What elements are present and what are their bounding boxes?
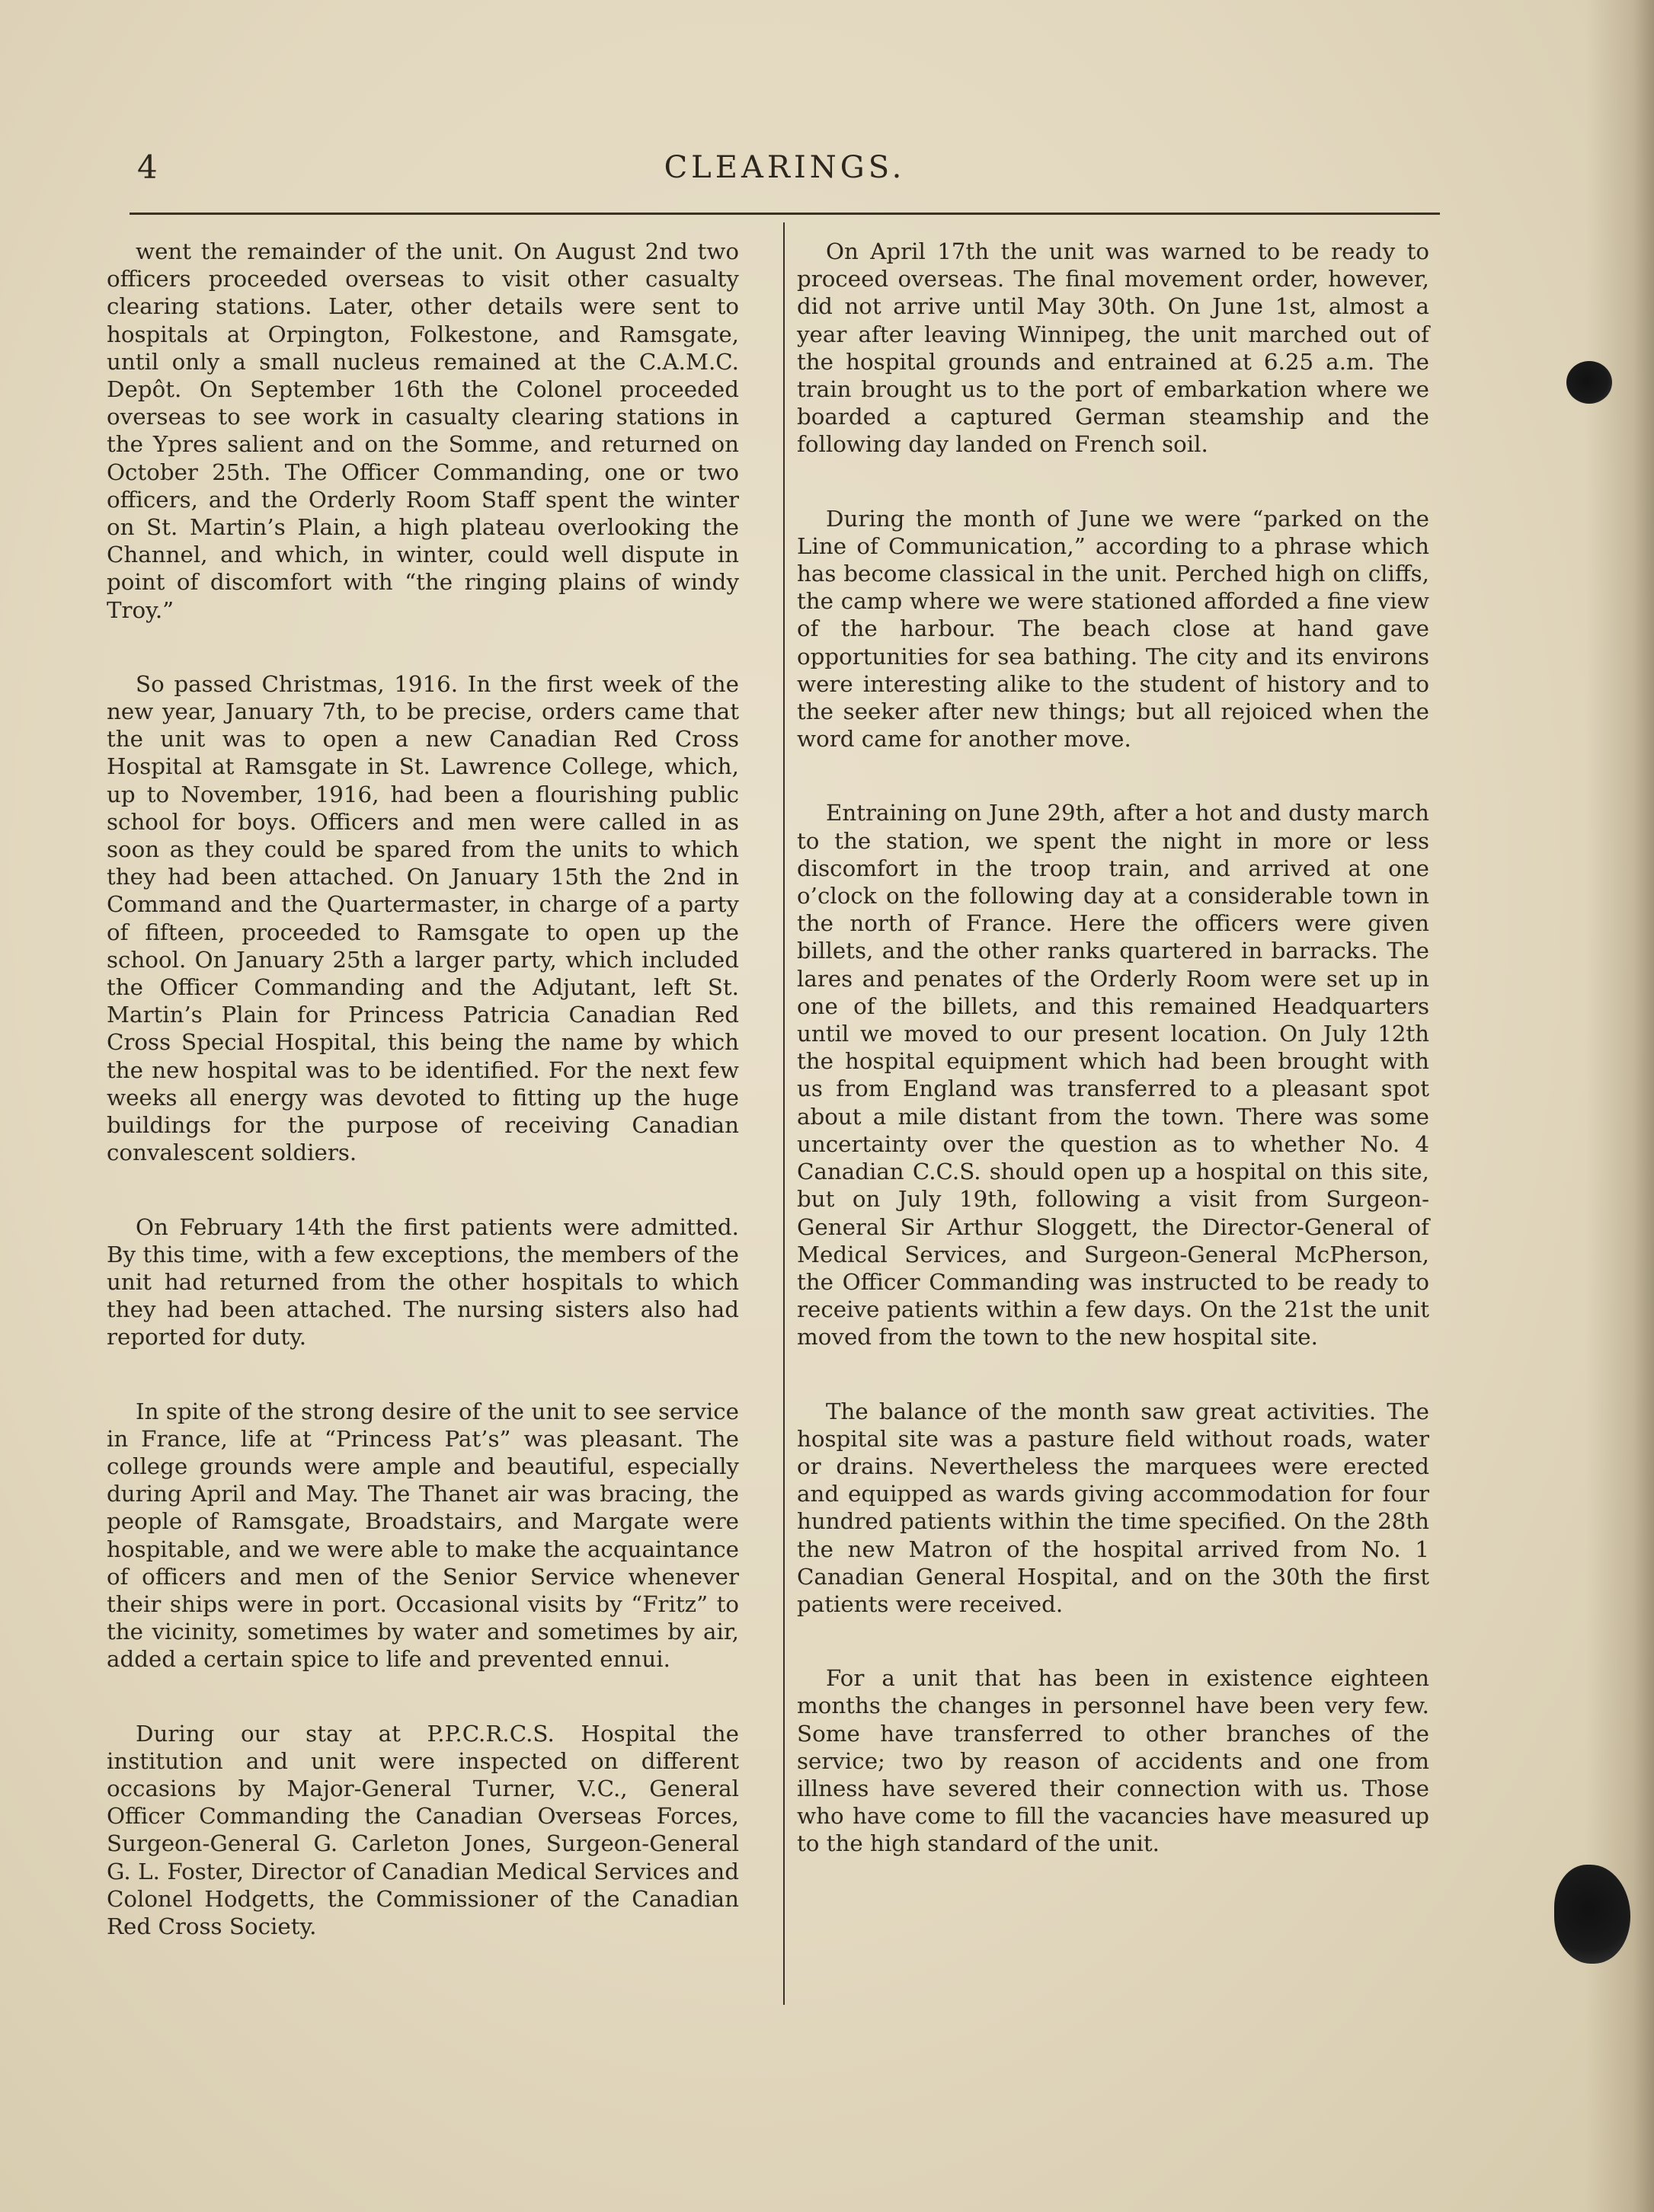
right-column xyxy=(797,238,1429,1858)
punch-hole-bottom xyxy=(1554,1865,1630,1964)
paragraph: On April 17th the unit was warned to be ready to proceed overseas. The final movement order, however, did not arrive until May 30th. On June 1st, almost a year after leaving Winnipeg, the unit marched out of the hospital grounds and entrained at 6.25 a.m. The train brought us to the port of embarkation where we boarded a captured German steamship and the following day landed on French soil. xyxy=(797,238,1429,458)
header-rule xyxy=(130,213,1440,215)
paragraph: During the month of June we were “parked on the Line of Communication,” according to a phrase which has become classical in the unit. Perched high on cliffs, the camp where we were stationed afforded a fine view of the harbour. The beach close at hand gave opportunities for sea bathing. The city and its environs were interesting alike to the student of history and to the seeker after new things; but all rejoiced when the word came for another move. xyxy=(797,505,1429,753)
paragraph: So passed Christmas, 1916. In the first week of the new year, January 7th, to be precise, orders came that the unit was to open a new Canadian Red Cross Hospital at Ramsgate in St. Lawrence College, which, up to November, 1916, had been a flourishing public school for boys. Officers and men were called in as soon as they could be spared from the units to which they had been attached. On January 15th the 2nd in Command and the Quartermaster, in charge of a party of fifteen, proceeded to Ramsgate to open up the school. On January 25th a larger party, which included the Officer Commanding and the Adjutant, left St. Martin’s Plain for Princess Patricia Canadian Red Cross Special Hospital, this being the name by which the new hospital was to be identified. For the next few weeks all energy was devoted to fitting up the huge buildings for the purpose of receiving Canadian convalescent soldiers. xyxy=(107,670,739,1166)
page-number: 4 xyxy=(137,149,158,186)
column-divider xyxy=(783,222,785,2005)
paragraph: The balance of the month saw great activities. The hospital site was a pasture field without roads, water or drains. Nevertheless the marquees were erected and equipped as wards giving accommodation for four hundred patients within the time specified. On the 28th the new Matron of the hospital arrived from No. 1 Canadian General Hospital, and on the 30th the first patients were received. xyxy=(797,1398,1429,1617)
paragraph: On February 14th the first patients were admitted. By this time, with a few exceptions, the members of the unit had returned from the other hospitals to which they had been attached. The nursing sisters also had reported for duty. xyxy=(107,1213,739,1351)
paragraph: In spite of the strong desire of the unit to see service in France, life at “Princess Pat’s” was pleasant. The college grounds were ample and beautiful, especially during April and May. The Thanet air was bracing, the people of Ramsgate, Broadstairs, and Margate were hospitable, and we were able to make the acquaintance of officers and men of the Senior Service whenever their ships were in port. Occasional visits by “Fritz” to the vicinity, sometimes by water and sometimes by air, added a certain spice to life and prevented ennui. xyxy=(107,1398,739,1673)
paragraph: Entraining on June 29th, after a hot and dusty march to the station, we spent the night in more or less discomfort in the troop train, and arrived at one o’clock on the following day at a considerable town in the north of France. Here the officers were given billets, and the other ranks quartered in barracks. The lares and penates of the Orderly Room were set up in one of the billets, and this remained Headquarters until we moved to our present location. On July 12th the hospital equipment which had been brought with us from England was transferred to a pleasant spot about a mile distant from the town. There was some uncertainty over the question as to whether No. 4 Canadian C.C.S. should open up a hospital on this site, but on July 19th, following a visit from Surgeon-General Sir Arthur Sloggett, the Director-General of Medical Services, and Surgeon-General McPherson, the Officer Commanding was instructed to be ready to receive patients within a few days. On the 21st the unit moved from the town to the new hospital site. xyxy=(797,800,1429,1351)
paragraph: During our stay at P.P.C.R.C.S. Hospital the institution and unit were inspected on different occasions by Major-General Turner, V.C., General Officer Commanding the Canadian Overseas Forces, Surgeon-General G. Carleton Jones, Surgeon-General G. L. Foster, Director of Canadian Medical Services and Colonel Hodgetts, the Commissioner of the Canadian Red Cross Society. xyxy=(107,1720,739,1939)
paragraph: went the remainder of the unit. On August 2nd two officers proceeded overseas to visit other casualty clearing stations. Later, other details were sent to hospitals at Orpington, Folkestone, and Ramsgate, until only a small nucleus remained at the C.A.M.C. Depôt. On September 16th the Colonel proceeded overseas to see work in casualty clearing stations in the Ypres salient and on the Somme, and returned on October 25th. The Officer Commanding, one or two officers, and the Orderly Room Staff spent the winter on St. Martin’s Plain, a high plateau overlooking the Channel, and which, in winter, could well dispute in point of discomfort with “the ringing plains of windy Troy.” xyxy=(107,238,739,623)
paragraph: For a unit that has been in existence eighteen months the changes in personnel have been very few. Some have transferred to other branches of the service; two by reason of accidents and one from illness have severed their connection with us. Those who have come to fill the vacancies have measured up to the high standard of the unit. xyxy=(797,1665,1429,1857)
page-header xyxy=(130,141,1440,194)
punch-hole-top xyxy=(1566,361,1612,404)
journal-title: CLEARINGS. xyxy=(664,150,906,185)
left-column xyxy=(107,238,739,1940)
